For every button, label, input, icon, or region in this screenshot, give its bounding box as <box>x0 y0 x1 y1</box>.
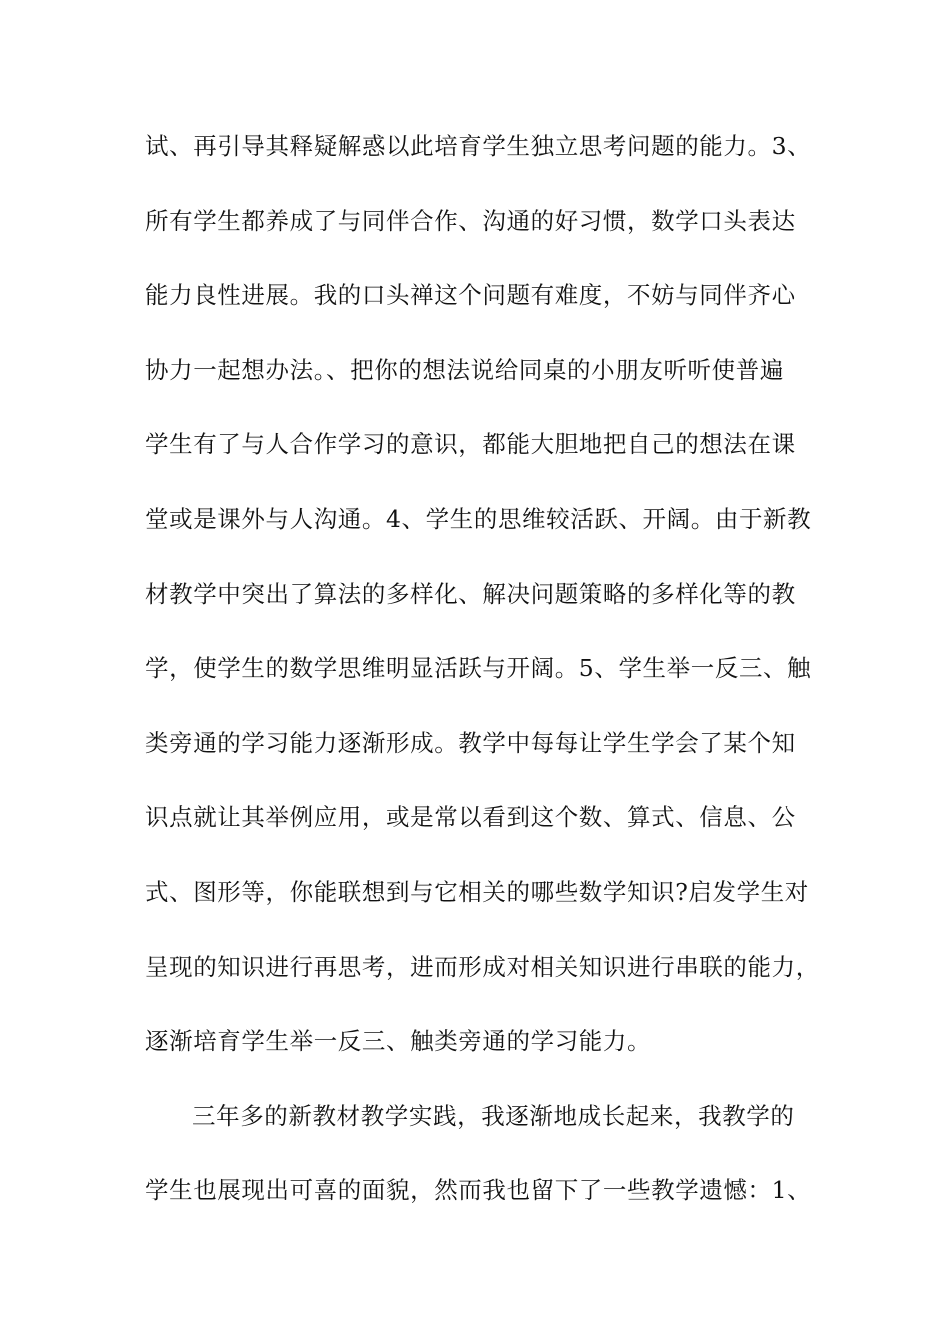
text-line: 学，使学生的数学思维明显活跃与开阔。5、学生举一反三、触 <box>145 654 812 683</box>
text-line: 试、再引导其释疑解惑以此培育学生独立思考问题的能力。3、 <box>145 132 812 160</box>
text-line: 类旁通的学习能力逐渐形成。教学中每每让学生学会了某个知 <box>145 728 796 757</box>
text-line: 逐渐培育学生举一反三、触类旁通的学习能力。 <box>145 1027 652 1056</box>
text-line: 呈现的知识进行再思考，进而形成对相关知识进行串联的能力， <box>145 952 820 981</box>
text-line: 学生也展现出可喜的面貌，然而我也留下了一些教学遗憾：1、 <box>145 1176 812 1205</box>
text-line: 识点就让其举例应用，或是常以看到这个数、算式、信息、公 <box>145 803 796 832</box>
paragraph-start-line: 三年多的新教材教学实践，我逐渐地成长起来，我教学的 <box>192 1101 795 1130</box>
text-line: 所有学生都养成了与同伴合作、沟通的好习惯，数学口头表达 <box>145 206 796 235</box>
body-text <box>145 126 845 1245</box>
text-line: 学生有了与人合作学习的意识，都能大胆地把自己的想法在课 <box>145 430 796 459</box>
text-line: 式、图形等，你能联想到与它相关的哪些数学知识?启发学生对 <box>145 877 809 906</box>
text-line: 能力良性进展。我的口头禅这个问题有难度，不妨与同伴齐心 <box>145 281 796 310</box>
text-line: 堂或是课外与人沟通。4、学生的思维较活跃、开阔。由于新教 <box>145 504 812 533</box>
text-line: 材教学中突出了算法的多样化、解决问题策略的多样化等的教 <box>145 579 796 608</box>
text-line: 协力一起想办法。、把你的想法说给同桌的小朋友听听使普遍 <box>145 355 784 384</box>
